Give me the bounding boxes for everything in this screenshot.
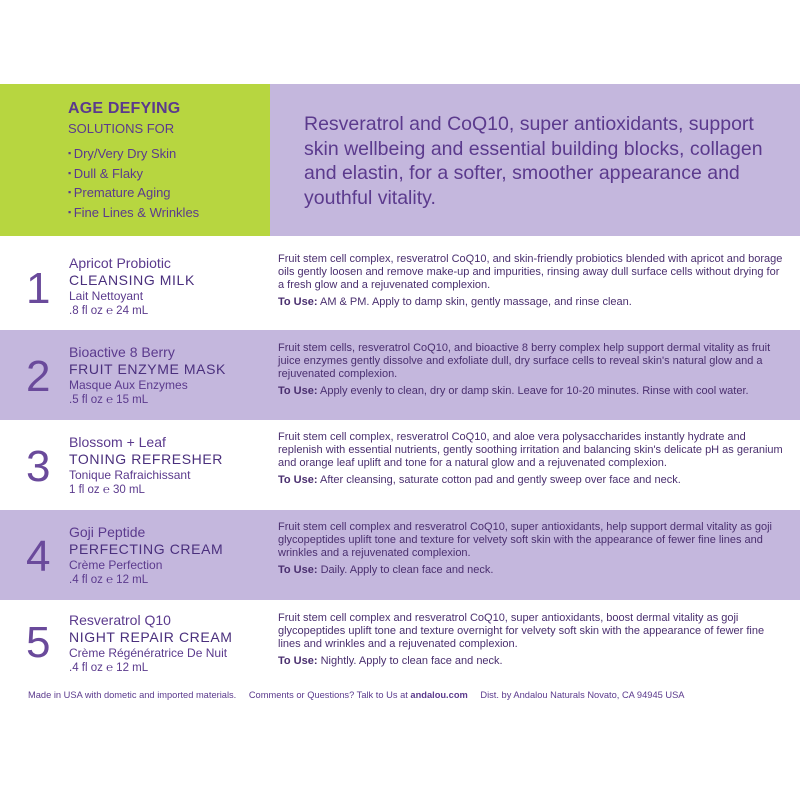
product-row (0, 236, 800, 330)
to-use-label: To Use: (278, 473, 318, 486)
usage-text: After cleansing, saturate cotton pad and gently sweep over face and neck. (319, 473, 681, 486)
product-info (69, 344, 226, 408)
product-french-name: Crème Régénératrice De Nuit (69, 646, 228, 660)
product-french-name: Tonique Rafraichissant (69, 468, 191, 482)
product-subtitle: Resveratrol Q10 (69, 612, 171, 628)
usage-text: Daily. Apply to clean face and neck. (320, 563, 494, 576)
header (0, 84, 800, 236)
product-name: TONING REFRESHER (69, 451, 224, 467)
comments-text: Comments or Questions? Talk to Us at (248, 690, 408, 700)
product-description: Fruit stem cell complex and resveratrol CoQ10, super antioxidants, help support dermal vitality as goji glycopeptides uplift tone and texture for velvety soft skin with the appearance of fewer fine lines and wrinkles and a rejuvenated complexion. (278, 521, 773, 560)
age-defying-title: AGE DEFYING (68, 100, 181, 117)
product-french-name: Crème Perfection (69, 558, 163, 572)
intro-panel (270, 84, 800, 236)
usage-text: Nightly. Apply to clean face and neck. (320, 654, 503, 667)
product-name: CLEANSING MILK (69, 272, 195, 288)
to-use-label: To Use: (278, 563, 318, 576)
footer (28, 690, 685, 700)
product-description: Fruit stem cell complex, resveratrol CoQ10, and aloe vera polysaccharides instantly hydrate and replenish with essential nutrients, gently soothing irritation and balancing skin's delicate pH as geranium and orange leaf uplift and tone for a natural glow and a rejuvenated complexion. (278, 431, 783, 470)
intro-text: Resveratrol and CoQ10, super antioxidants, support skin wellbeing and essential building blocks, collagen and elastin, for a softer, smoother appearance and youthful vitality. (304, 113, 763, 209)
to-use-label: To Use: (278, 295, 318, 308)
solutions-list (68, 144, 199, 222)
step-number: 2 (26, 352, 51, 401)
solution-item: ▪ Premature Aging (68, 183, 199, 203)
product-subtitle: Apricot Probiotic (69, 255, 171, 271)
product-usage (278, 564, 784, 577)
product-usage (278, 296, 784, 309)
product-usage (278, 474, 784, 487)
website-link[interactable]: andalou.com (410, 690, 468, 700)
product-subtitle: Goji Peptide (69, 524, 146, 540)
product-usage (278, 385, 784, 398)
product-usage (278, 655, 784, 668)
product-info (69, 612, 233, 676)
product-name: PERFECTING CREAM (69, 541, 224, 557)
usage-text: Apply evenly to clean, dry or damp skin. Leave for 10-20 minutes. Rinse with cool water. (319, 384, 749, 397)
product-row (0, 420, 800, 510)
made-in-text: Made in USA with dometic and imported materials. (28, 690, 237, 700)
to-use-label: To Use: (278, 654, 318, 667)
product-name: NIGHT REPAIR CREAM (69, 629, 233, 645)
product-description-block (278, 612, 784, 668)
product-info (69, 524, 223, 588)
product-description: Fruit stem cell complex and resveratrol CoQ10, super antioxidants, boost dermal vitality as goji glycopeptides uplift tone and texture overnight for velvety soft skin with the appearance of fewer fine lines and wrinkles and a rejuvenated complexion. (278, 612, 765, 651)
to-use-label: To Use: (278, 384, 318, 397)
product-row (0, 510, 800, 600)
solutions-panel (0, 84, 270, 236)
product-size: .5 fl oz ℮ 15 mL (69, 394, 149, 406)
product-description-block (278, 431, 784, 487)
product-description: Fruit stem cells, resveratrol CoQ10, and bioactive 8 berry complex help support dermal vitality as fruit juice enzymes gently dissolve and exfoliate dull, dry surface cells to reveal skin's natural glow and a rejuvenated complexion. (278, 342, 771, 381)
step-number: 1 (26, 264, 51, 313)
product-description-block (278, 521, 784, 577)
product-french-name: Masque Aux Enzymes (69, 378, 188, 392)
product-subtitle: Bioactive 8 Berry (69, 344, 175, 360)
product-size: .8 fl oz ℮ 24 mL (69, 305, 149, 317)
solution-item: ▪ Fine Lines & Wrinkles (68, 203, 199, 223)
usage-text: AM & PM. Apply to damp skin, gently massage, and rinse clean. (319, 295, 632, 308)
product-size: .4 fl oz ℮ 12 mL (69, 574, 149, 586)
product-description: Fruit stem cell complex, resveratrol CoQ10, and skin-friendly probiotics blended with apricot and borage oils gently loosen and remove make-up and impurities, rinsing away dull surface cells without drying for a fresh glow and a rejuvenated complexion. (278, 253, 783, 292)
product-subtitle: Blossom + Leaf (69, 434, 166, 450)
product-description-block (278, 342, 784, 398)
product-info (69, 255, 195, 319)
solutions-subtitle: SOLUTIONS FOR (68, 121, 175, 136)
step-number: 3 (26, 442, 51, 491)
product-description-block (278, 253, 784, 309)
product-size: .4 fl oz ℮ 12 mL (69, 662, 149, 674)
solution-item: ▪ Dry/Very Dry Skin (68, 144, 199, 164)
solution-item: ▪ Dull & Flaky (68, 164, 199, 184)
product-row (0, 600, 800, 680)
product-row (0, 330, 800, 420)
product-size: 1 fl oz ℮ 30 mL (69, 484, 145, 496)
step-number: 4 (26, 532, 51, 581)
product-name: FRUIT ENZYME MASK (69, 361, 226, 377)
distributor-text: Dist. by Andalou Naturals Novato, CA 94945 USA (480, 690, 685, 700)
product-french-name: Lait Nettoyant (69, 289, 144, 303)
step-number: 5 (26, 618, 51, 667)
product-info (69, 434, 223, 498)
